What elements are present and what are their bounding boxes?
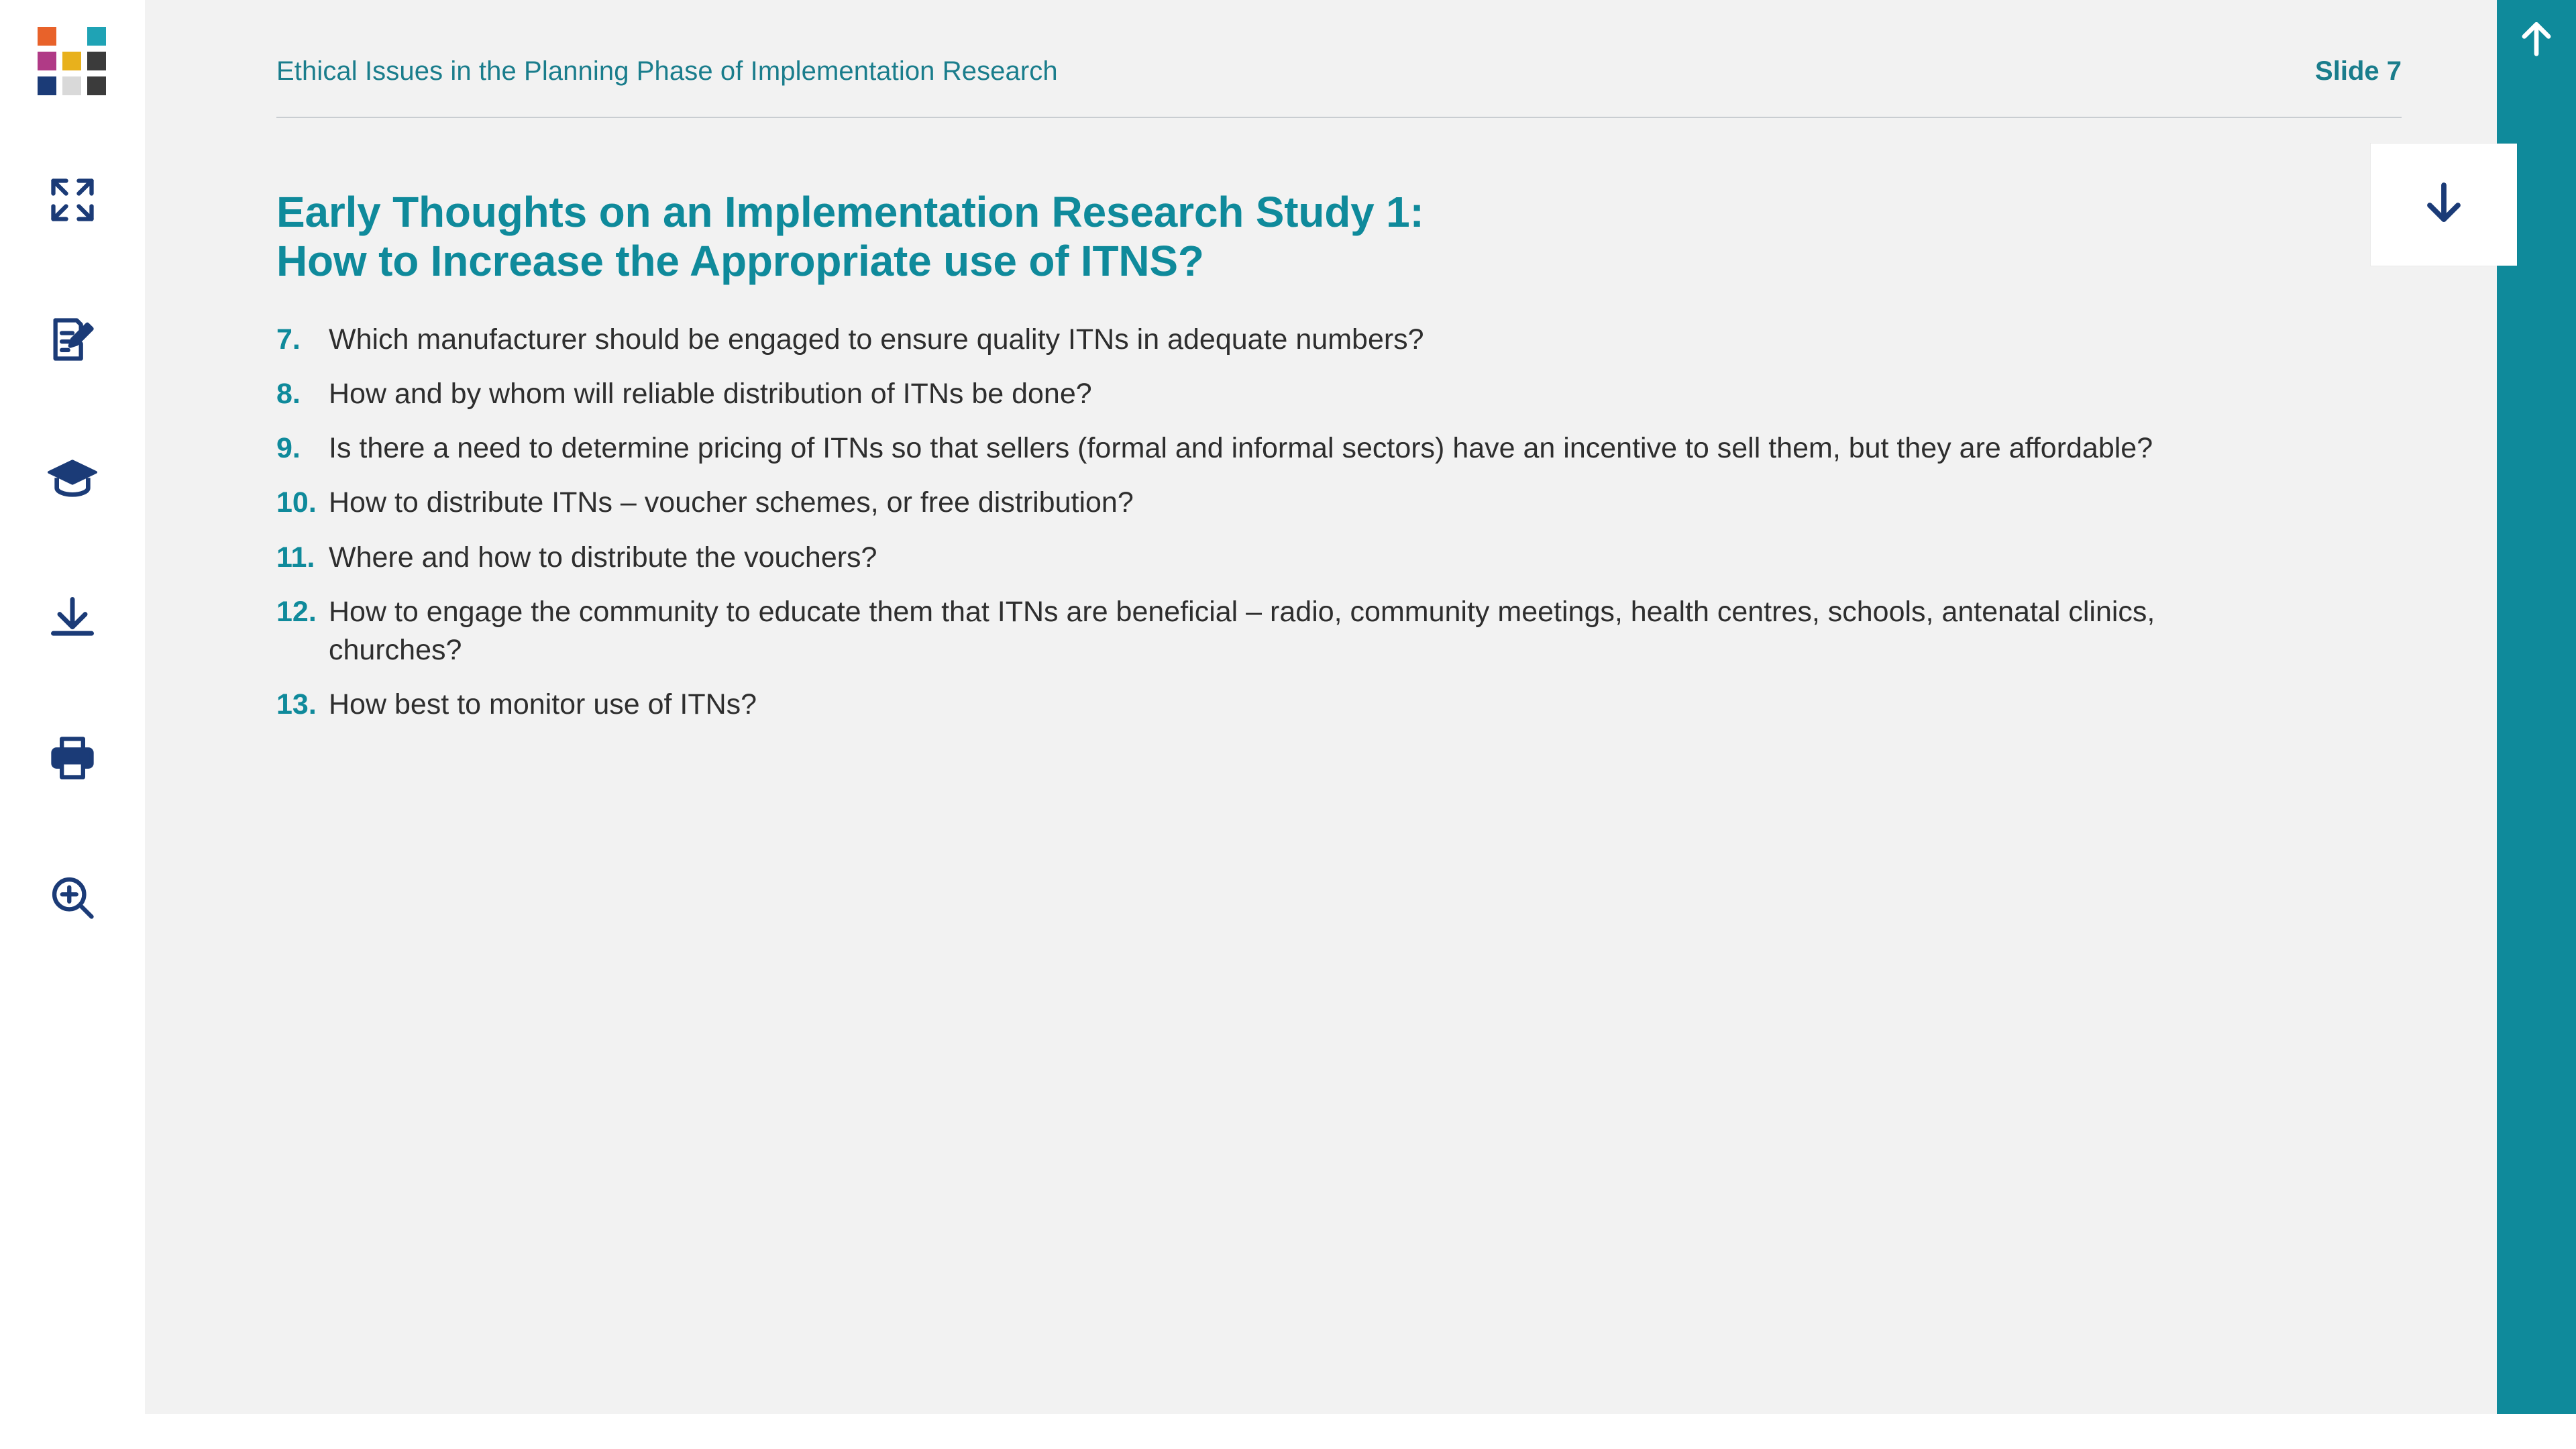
zoom-in-button[interactable] [32, 857, 113, 938]
list-item [276, 593, 2442, 669]
slide-canvas [145, 0, 2576, 1449]
download-button[interactable] [32, 578, 113, 659]
graduation-cap-icon [46, 452, 99, 506]
list-item-number: 9. [276, 432, 301, 465]
next-slide-button[interactable] [2371, 144, 2517, 266]
list-item-number: 10. [276, 486, 317, 519]
question-list [276, 321, 2442, 724]
list-item [276, 484, 2442, 522]
bottom-strip [145, 1414, 2576, 1449]
print-icon [47, 733, 98, 784]
app-logo [38, 27, 107, 95]
left-toolbar [0, 0, 145, 1449]
arrow-up-icon [2516, 17, 2557, 62]
list-item-text: Which manufacturer should be engaged to ensure quality ITNs in adequate numbers? [329, 323, 1424, 356]
list-item [276, 375, 2442, 413]
page-title-line1: Early Thoughts on an Implementation Research Study 1: [276, 188, 1424, 236]
fullscreen-icon [47, 174, 98, 225]
list-item [276, 429, 2442, 468]
slide-body [276, 188, 2442, 740]
download-icon [47, 593, 98, 644]
list-item-number: 13. [276, 688, 317, 721]
slide-header [276, 56, 2402, 118]
list-item [276, 321, 2442, 359]
fullscreen-button[interactable] [32, 160, 113, 240]
slide-number: Slide 7 [2315, 56, 2402, 86]
list-item-text: How and by whom will reliable distribution of ITNs be done? [329, 378, 1092, 411]
page-title-line2: How to Increase the Appropriate use of ITNS? [276, 236, 1204, 285]
deck-header-title: Ethical Issues in the Planning Phase of Implementation Research [276, 56, 1058, 86]
list-item-number: 12. [276, 595, 317, 628]
zoom-in-icon [47, 872, 98, 923]
list-item [276, 686, 2442, 724]
list-item-text: How to distribute ITNs – voucher schemes, or free distribution? [329, 486, 1134, 519]
list-item-number: 7. [276, 323, 301, 356]
list-item-text: How to engage the community to educate them that ITNs are beneficial – radio, community meetings, health centres, schools, antenatal clinics, churches? [329, 595, 2155, 667]
list-item-number: 11. [276, 541, 315, 574]
list-item-text: Where and how to distribute the vouchers? [329, 541, 877, 574]
list-item-text: How best to monitor use of ITNs? [329, 688, 757, 721]
arrow-down-icon [2420, 179, 2468, 231]
previous-slide-button[interactable] [2497, 0, 2576, 79]
notes-icon [47, 314, 98, 365]
notes-button[interactable] [32, 299, 113, 380]
list-item-text: Is there a need to determine pricing of ITNs so that sellers (formal and informal sectors) have an incentive to sell them, but they are affordable? [329, 432, 2153, 465]
print-button[interactable] [32, 718, 113, 798]
course-button[interactable] [32, 439, 113, 519]
list-item [276, 539, 2442, 577]
page-title [276, 188, 2088, 286]
list-item-number: 8. [276, 378, 301, 411]
